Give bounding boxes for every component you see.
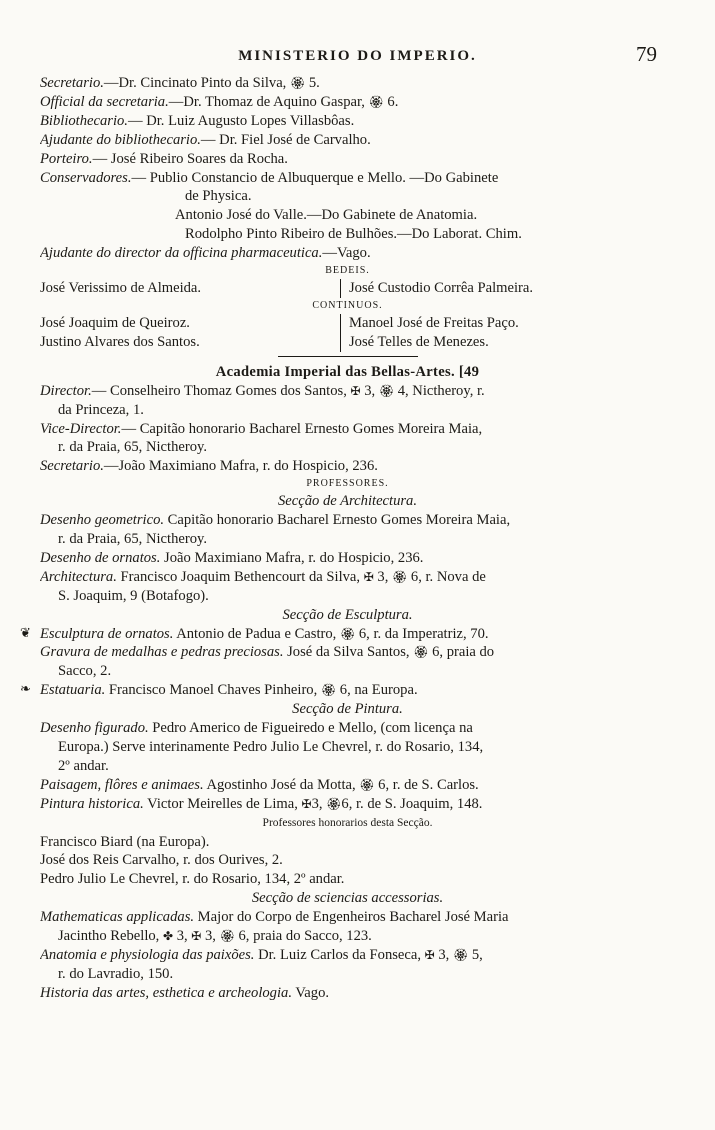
page-header [0, 42, 715, 72]
text-line: Vice-Director.— Capitão honorario Bacharel Ernesto Gomes Moreira Maia, [40, 420, 483, 437]
text-line: Ajudante do director da officina pharmaceutica.—Vago. [40, 245, 371, 262]
rose-icon: 🏵 [359, 777, 375, 792]
rose-icon: 🏵 [452, 947, 469, 962]
text-line: r. do Lavradio, 150. [58, 965, 174, 982]
text-line: Architectura. Francisco Joaquim Bethencourt da Silva, ✠ 3, 🏵 6, r. Nova de [40, 568, 486, 585]
section-heading-academy: Academia Imperial das Bellas-Artes. [49 [215, 363, 480, 380]
rose-icon: 🏵 [289, 76, 306, 90]
rose-icon: 🏵 [378, 383, 395, 398]
text-line: Desenho figurado. Pedro Americo de Figueiredo e Mello, (com licença na [40, 720, 473, 737]
section-title-pintura: Secção de Pintura. [292, 701, 403, 718]
text-line: 2º andar. [58, 757, 109, 774]
text-line: Bibliothecario.— Dr. Luiz Augusto Lopes Villasbôas. [40, 112, 355, 129]
section-title-architectura: Secção de Architectura. [278, 493, 417, 510]
text-line: Ajudante do bibliothecario.— Dr. Fiel José de Carvalho. [40, 131, 371, 148]
text-line: Desenho geometrico. Capitão honorario Bacharel Ernesto Gomes Moreira Maia, [40, 512, 511, 529]
text-line: Paisagem, flôres e animaes. Agostinho José da Motta, 🏵 6, r. de S. Carlos. [40, 776, 479, 793]
flower-icon: ✤ [162, 929, 174, 944]
rose-icon: 🏵 [413, 645, 429, 660]
text-line: Sacco, 2. [58, 663, 112, 680]
rose-icon: 🏵 [392, 569, 408, 584]
text-line: r. da Praia, 65, Nictheroy. [58, 439, 208, 456]
text-line: Porteiro.— José Ribeiro Soares da Rocha. [40, 150, 288, 167]
rose-icon: 🏵 [219, 929, 235, 944]
subheading-honorarios: Professores honorarios desta Secção. [262, 816, 433, 829]
rose-icon: 🏵 [339, 626, 356, 641]
margin-mark-icon: ❧ [20, 682, 31, 698]
text-line: Francisco Biard (na Europa). [40, 833, 210, 850]
section-title-esculptura: Secção de Esculptura. [282, 606, 413, 623]
text-line: Europa.) Serve interinamente Pedro Julio Le Chevrel, r. do Rosario, 134, [58, 739, 484, 755]
section-title-sciencias: Secção de sciencias accessorias. [251, 890, 444, 907]
rose-icon: 🏵 [368, 94, 384, 109]
subheading-continuos: CONTINUOS. [312, 299, 383, 311]
text-line: r. da Praia, 65, Nictheroy. [58, 531, 208, 548]
text-line: Historia das artes, esthetica e archeologia. Vago. [40, 984, 330, 1001]
page-body [20, 74, 655, 1003]
subheading-bedeis: BEDEIS. [325, 265, 370, 277]
text-line: da Princeza, 1. [58, 401, 144, 418]
text-line: ❦ Esculptura de ornatos. Antonio de Padua e Castro, 🏵 6, r. da Imperatriz, 70. [20, 625, 489, 642]
text-line: S. Joaquim, 9 (Botafogo). [58, 587, 209, 604]
text-line: Official da secretaria.—Dr. Thomaz de Aquino Gaspar, 🏵 6. [40, 93, 399, 110]
cross-icon: ✠ [424, 947, 435, 962]
text-line: ❧ Estatuaria. Francisco Manoel Chaves Pinheiro, 🏵 6, na Europa. [20, 682, 418, 699]
text-line: Pedro Julio Le Chevrel, r. do Rosario, 134, 2º andar. [40, 871, 345, 888]
cross-icon: ✠ [363, 569, 374, 584]
margin-mark-icon: ❦ [20, 625, 31, 641]
running-title: MINISTERIO DO IMPERIO. [238, 48, 477, 64]
continuos-list: Justino Alvares dos Santos. José Telles de Menezes. [40, 333, 489, 350]
divider [278, 356, 418, 357]
page-number: 79 [636, 42, 657, 66]
text-line: Mathematicas applicadas. Major do Corpo de Engenheiros Bacharel José Maria [40, 909, 509, 926]
continuos-list: José Joaquim de Queiroz. Manoel José de Freitas Paço. [40, 314, 519, 331]
subheading-professores: PROFESSORES. [306, 478, 389, 490]
text-line: Anatomia e physiologia das paixões. Dr. Luiz Carlos da Fonseca, ✠ 3, 🏵 5, [40, 946, 483, 963]
rose-icon: 🏵 [326, 796, 342, 811]
text-line: Conservadores.— Publio Constancio de Albuquerque e Mello. —Do Gabinete [40, 169, 499, 186]
rose-icon: 🏵 [320, 683, 337, 698]
text-line: Director.— Conselheiro Thomaz Gomes dos Santos, ✠ 3, 🏵 4, Nictheroy, r. [40, 382, 485, 399]
text-line: Pintura historica. Victor Meirelles de Lima, ✠3, 🏵6, r. de S. Joaquim, 148. [40, 795, 483, 812]
text-line: Jacintho Rebello, ✤ 3, ✠ 3, 🏵 6, praia do Sacco, 123. [58, 928, 372, 945]
text-line: Rodolpho Pinto Ribeiro de Bulhões.—Do Laborat. Chim. [185, 226, 522, 243]
bedeis-list: José Verissimo de Almeida. José Custodio Corrêa Palmeira. [40, 280, 534, 297]
text-line: de Physica. [185, 188, 252, 205]
text-line: Gravura de medalhas e pedras preciosas. José da Silva Santos, 🏵 6, praia do [40, 644, 495, 661]
cross-icon: ✠ [301, 796, 312, 811]
cross-icon: ✠ [350, 383, 361, 398]
text-line: Secretario.—João Maximiano Mafra, r. do Hospicio, 236. [40, 458, 378, 475]
text-line: Desenho de ornatos. João Maximiano Mafra, r. do Hospicio, 236. [40, 549, 424, 566]
text-line: Secretario.—Dr. Cincinato Pinto da Silva, 🏵 5. [40, 75, 320, 91]
text-line: José dos Reis Carvalho, r. dos Ourives, 2. [40, 852, 283, 869]
cross-icon: ✠ [191, 929, 202, 944]
text-line: Antonio José do Valle.—Do Gabinete de Anatomia. [175, 207, 478, 224]
